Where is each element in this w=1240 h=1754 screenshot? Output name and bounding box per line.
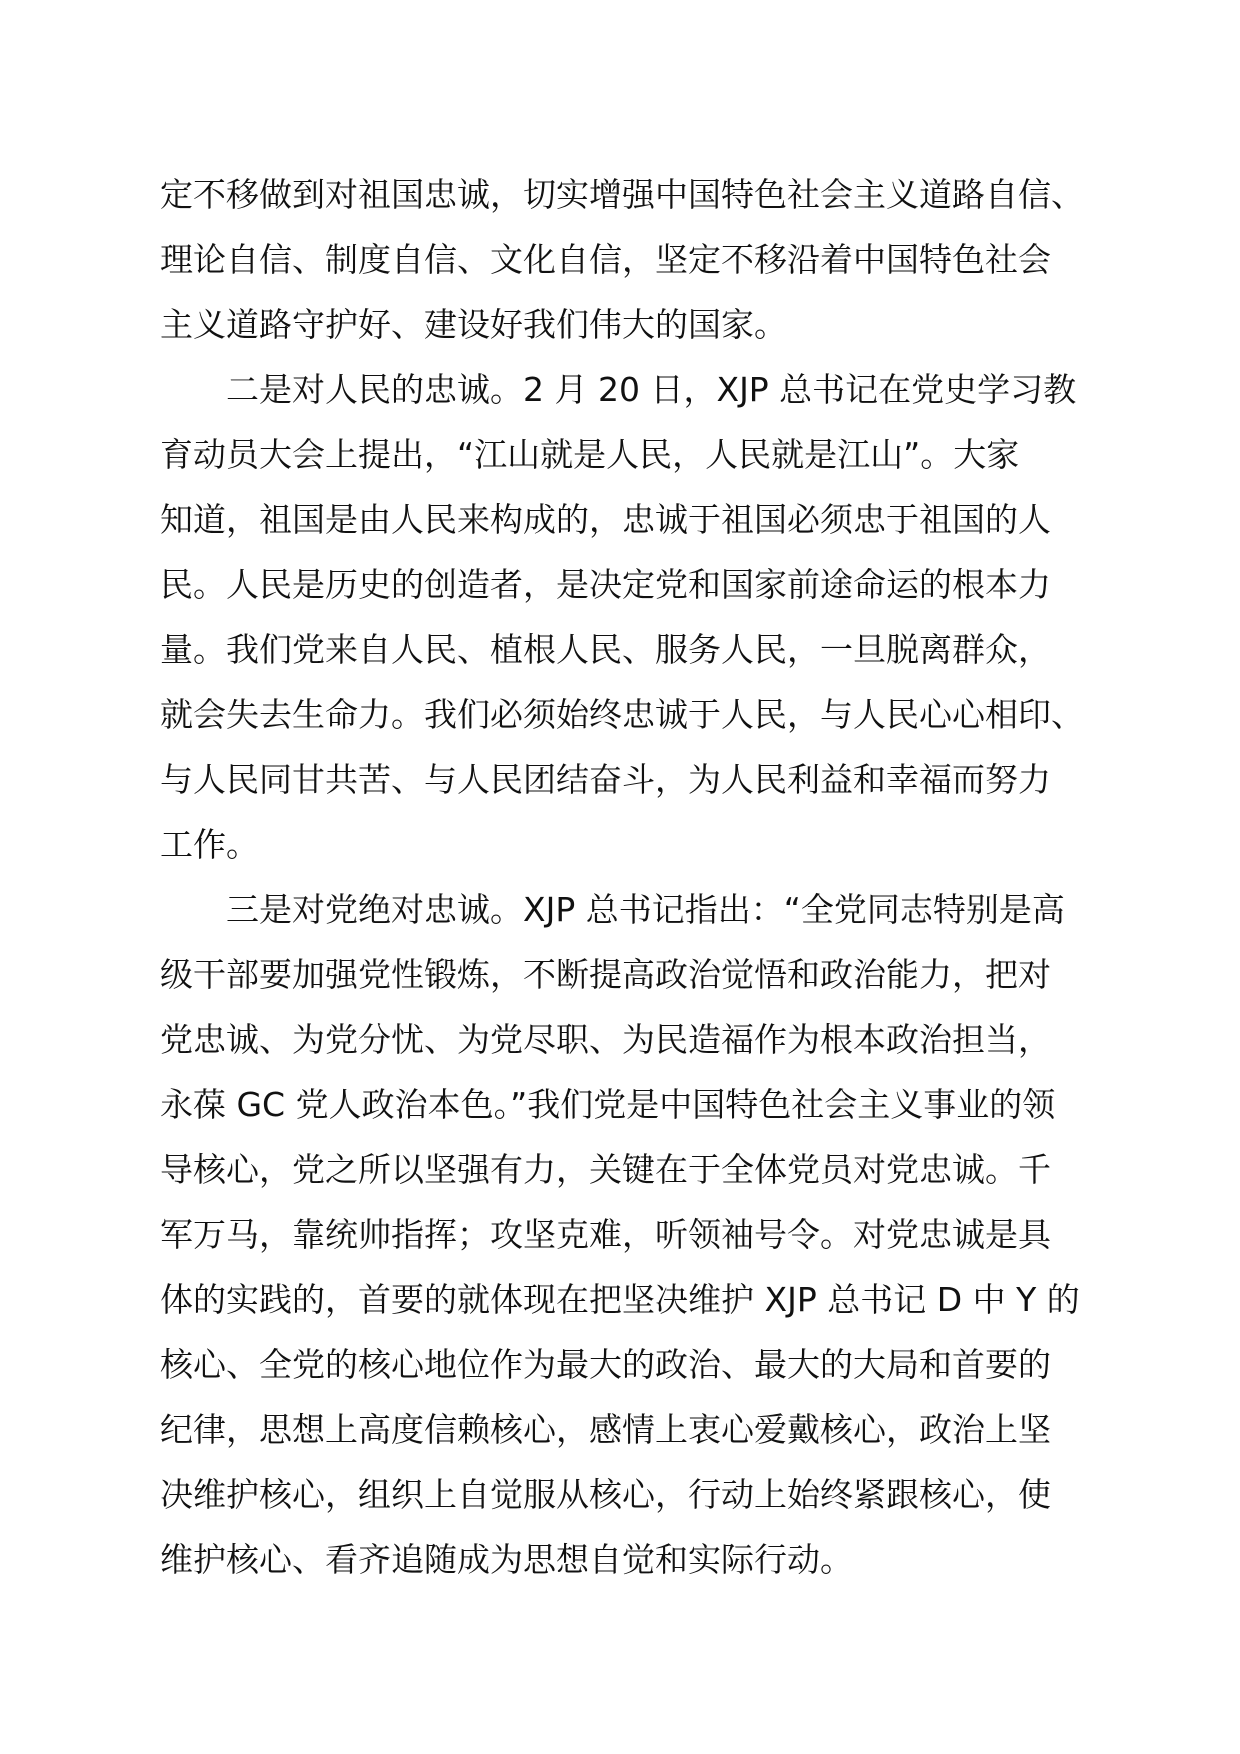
text-line: 军万马，靠统帅指挥；攻坚克难，听领袖号令。对党忠诚是具 [160, 1215, 1051, 1254]
text-line: 二是对人民的忠诚。2 月 20 日，XJP 总书记在党史学习教 [226, 370, 1077, 409]
paragraph-loyalty-to-people [160, 357, 1100, 877]
text-line: 党忠诚、为党分忧、为党尽职、为民造福作为根本政治担当， [160, 1020, 1051, 1059]
text-line: 与人民同甘共苦、与人民团结奋斗，为人民利益和幸福而努力 [160, 760, 1051, 799]
text-line: 核心、全党的核心地位作为最大的政治、最大的大局和首要的 [160, 1345, 1051, 1384]
text-line: 体的实践的，首要的就体现在把坚决维护 XJP 总书记 D 中 Y 的 [160, 1280, 1080, 1319]
text-line: 理论自信、制度自信、文化自信，坚定不移沿着中国特色社会 [160, 240, 1051, 279]
text-line: 就会失去生命力。我们必须始终忠诚于人民，与人民心心相印、 [160, 695, 1084, 734]
paragraph-loyalty-to-party [160, 877, 1100, 1592]
text-line: 导核心，党之所以坚强有力，关键在于全体党员对党忠诚。千 [160, 1150, 1051, 1189]
text-line: 决维护核心，组织上自觉服从核心，行动上始终紧跟核心，使 [160, 1475, 1051, 1514]
text-line: 知道，祖国是由人民来构成的，忠诚于祖国必须忠于祖国的人 [160, 500, 1051, 539]
text-line: 级干部要加强党性锻炼，不断提高政治觉悟和政治能力，把对 [160, 955, 1051, 994]
document-body [160, 162, 1100, 1592]
text-line: 纪律，思想上高度信赖核心，感情上衷心爱戴核心，政治上坚 [160, 1410, 1051, 1449]
text-line: 主义道路守护好、建设好我们伟大的国家。 [160, 305, 787, 344]
text-line: 三是对党绝对忠诚。XJP 总书记指出：“全党同志特别是高 [226, 890, 1065, 929]
paragraph-continuation [160, 162, 1100, 357]
text-line: 民。人民是历史的创造者，是决定党和国家前途命运的根本力 [160, 565, 1051, 604]
text-line: 量。我们党来自人民、植根人民、服务人民，一旦脱离群众， [160, 630, 1051, 669]
text-line: 育动员大会上提出，“江山就是人民，人民就是江山”。大家 [160, 435, 1020, 474]
text-line: 定不移做到对祖国忠诚，切实增强中国特色社会主义道路自信、 [160, 175, 1084, 214]
text-line: 工作。 [160, 825, 259, 864]
text-line: 永葆 GC 党人政治本色。”我们党是中国特色社会主义事业的领 [160, 1085, 1056, 1124]
text-line: 维护核心、看齐追随成为思想自觉和实际行动。 [160, 1540, 853, 1579]
